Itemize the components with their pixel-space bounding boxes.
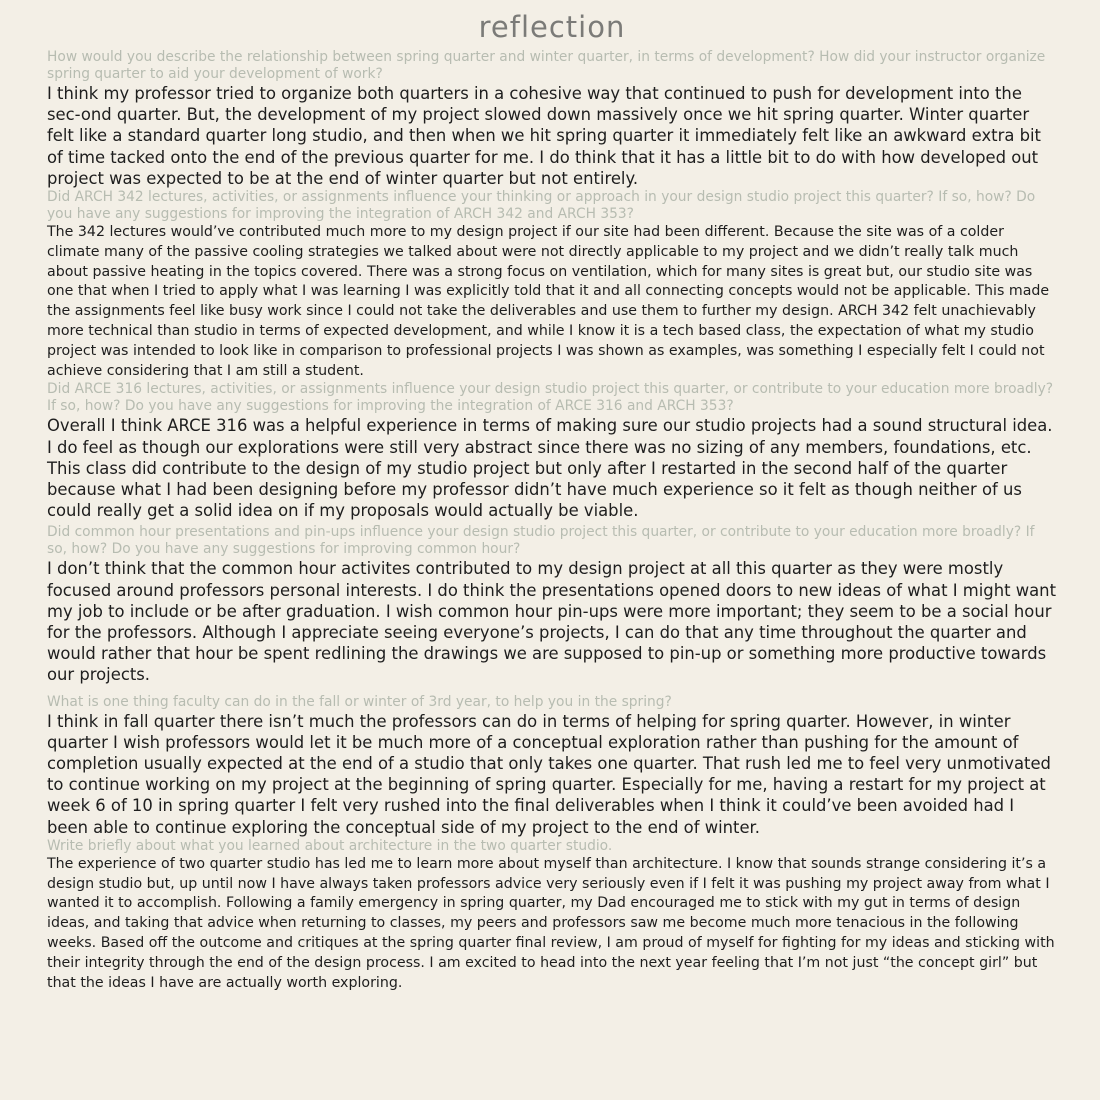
section-arch-342 — [47, 189, 1057, 381]
answer-text: The experience of two quarter studio has led me to learn more about myself than architecture. I know that sounds strange considering it’s a design studio but, up until now I have always taken professors advice very seriously even if I felt it was pushing my project away from what I wanted it to accomplish. Following a family emergency in spring quarter, my Dad encouraged me to stick with my gut in terms of design ideas, and taking that advice when returning to classes, my peers and professors saw me become much more tenacious in the following weeks. Based off the outcome and critiques at the spring quarter final review, I am proud of myself for fighting for my ideas and sticking with their integrity through the end of the design process. I am excited to head into the next year feeling that I’m not just “the concept girl” but that the ideas I have are actually worth exploring. — [47, 855, 1055, 991]
question-text: How would you describe the relationship between spring quarter and winter quarter, in terms of development? How did your instructor organize spring quarter to aid your development of work? — [47, 49, 1046, 82]
section-common-hour — [47, 524, 1057, 685]
section-faculty-help — [47, 694, 1057, 838]
answer-text: The 342 lectures would’ve contributed much more to my design project if our site had been different. Because the site was of a colder climate many of the passive cooling strategies we talked about were not directly applicable to my project and we didn’t really talk much about passive heating in the topics covered. There was a strong focus on ventilation, which for many sites is great but, our studio site was one that when I tried to apply what I was learning I was explicitly told that it and all connecting concepts would not be applicable. This made the assignments feel like busy work since I could not take the deliverables and use them to further my design. ARCH 342 felt unachievably more technical than studio in terms of expected development, and while I know it is a tech based class, the expectation of what my studio project was intended to look like in comparison to professional projects I was shown as examples, was something I especially felt I could not achieve considering that I am still a student. — [47, 224, 1050, 379]
question-text: Did ARCE 316 lectures, activities, or assignments influence your design studio project this quarter, or contribute to your education more broadly? If so, how? Do you have any suggestions for improving the integration of ARCE 316 and ARCH 353? — [47, 381, 1054, 415]
question-text: Did ARCH 342 lectures, activities, or assignments influence your thinking or approach in your design studio project this quarter? If so, how? Do you have any suggestions for improving the integration of ARCH 342 and ARCH 353? — [47, 189, 1036, 223]
question-text: What is one thing faculty can do in the fall or winter of 3rd year, to help you in the spring? — [47, 693, 672, 710]
page-title: reflection — [478, 10, 626, 44]
question-text: Write briefly about what you learned about architecture in the two quarter studio. — [47, 837, 613, 854]
section-spring-winter-relationship — [47, 49, 1057, 189]
section-learned-architecture — [47, 838, 1057, 994]
answer-text: I don’t think that the common hour activites contributed to my design project at all this quarter as they were mostly focused around professors personal interests. I do think the presentations opened doors to new ideas of what I might want my job to include or be after graduation. I wish common hour pin-ups were more important; they seem to be a social hour for the professors. Although I appreciate seeing everyone’s projects, I can do that any time throughout the quarter and would rather that hour be spent redlining the drawings we are supposed to pin-up or something more productive towards our projects. — [47, 559, 1056, 685]
answer-text: I think my professor tried to organize both quarters in a cohesive way that continued to push for development into the sec-ond quarter. But, the development of my project slowed down massively once we hit spring quarter. Winter quarter felt like a standard quarter long studio, and then when we hit spring quarter it immediately felt like an awkward extra bit of time tacked onto the end of the previous quarter for me. I do think that it has a little bit to do with how developed out project was expected to be at the end of winter quarter but not entirely. — [47, 84, 1041, 188]
reflection-page — [47, 10, 1057, 993]
question-text: Did common hour presentations and pin-ups influence your design studio project this quarter, or contribute to your education more broadly? If so, how? Do you have any suggestions for improving common hour? — [47, 524, 1035, 558]
section-arce-316 — [47, 381, 1057, 521]
answer-text: I think in fall quarter there isn’t much the professors can do in terms of helping for spring quarter. However, in winter quarter I wish professors would let it be much more of a conceptual exploration rather than pushing for the amount of completion usually expected at the end of a studio that only takes one quarter. That rush led me to feel very unmotivated to continue working on my project at the beginning of spring quarter. Especially for me, having a restart for my project at week 6 of 10 in spring quarter I felt very rushed into the final deliverables when I think it could’ve been avoided had I been able to continue exploring the conceptual side of my project to the end of winter. — [47, 711, 1051, 837]
answer-text: Overall I think ARCE 316 was a helpful experience in terms of making sure our studio projects had a sound structural idea. I do feel as though our explorations were still very abstract since there was no sizing of any members, foundations, etc. This class did contribute to the design of my studio project but only after I restarted in the second half of the quarter because what I had been designing before my professor didn’t have much experience so it felt as though neither of us could really get a solid idea on if my proposals would actually be viable. — [47, 416, 1053, 521]
